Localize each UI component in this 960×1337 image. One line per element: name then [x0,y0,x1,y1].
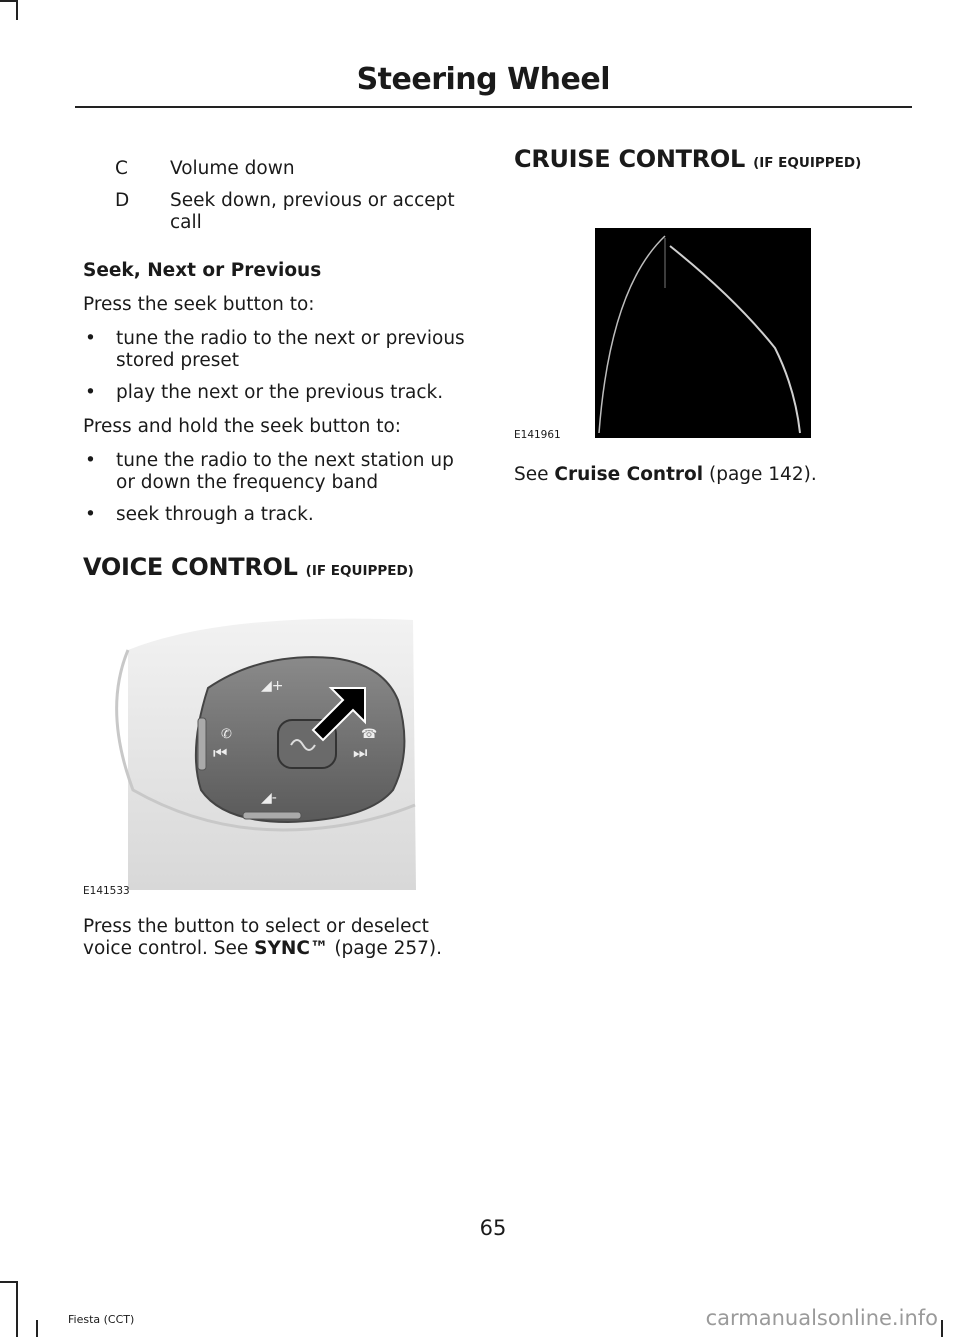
cruise-heading-main: CRUISE CONTROL [514,145,745,173]
svg-text:⏮: ⏮ [213,743,228,762]
list-item: • seek through a track. [83,504,478,526]
cruise-control-text [514,464,914,486]
crop-mark [941,1320,943,1337]
figure-code: E141961 [514,429,561,441]
cruise-control-illustration [595,228,811,438]
voice-text-before: Press the button to select or deselect voice control. See [83,916,429,959]
svg-text:⏭: ⏭ [353,743,368,762]
sync-link[interactable]: SYNC™ [254,938,329,959]
left-column [83,152,478,972]
header-rule [75,106,912,108]
svg-text:◢+: ◢+ [261,678,284,694]
legend-key: D [115,190,130,211]
seek-press-intro: Press the seek button to: [83,294,315,315]
legend-list [83,158,478,234]
list-item: • play the next or the previous track. [83,382,478,404]
seek-heading: Seek, Next or Previous [83,260,322,281]
figure-code: E141533 [83,885,130,897]
cruise-control-image [595,228,811,438]
cruise-control-heading [514,145,914,174]
seek-hold-intro: Press and hold the seek button to: [83,416,402,437]
page-number: 65 [479,1216,507,1240]
crop-mark [16,0,18,20]
crop-mark [36,1320,38,1337]
seek-press-list [83,328,478,404]
cruise-text-after: (page 142). [708,464,817,485]
voice-heading-small: (IF EQUIPPED) [305,563,414,579]
crop-mark [0,0,16,2]
legend-text: Seek down, previous or accept call [170,190,455,233]
seek-hold-list [83,450,478,526]
voice-control-heading [83,553,478,582]
crop-mark [0,1281,18,1283]
list-item: • tune the radio to the next or previous stored preset [83,328,478,372]
legend-key: C [115,158,128,179]
voice-control-text [83,916,478,960]
steering-wheel-switch-illustration [83,590,478,902]
legend-text: Volume down [170,158,295,179]
cruise-control-figure [514,188,914,446]
model-label: Fiesta (CCT) [68,1313,135,1326]
cruise-control-link[interactable]: Cruise Control [554,464,704,485]
page-title: Steering Wheel [356,62,610,97]
svg-text:✆: ✆ [221,727,232,742]
watermark: carmanualsonline.info [705,1306,938,1330]
voice-heading-main: VOICE CONTROL [83,553,298,581]
crop-mark [16,1281,18,1337]
list-item: • tune the radio to the next station up or down the frequency band [83,450,478,494]
svg-text:☎: ☎ [361,727,378,742]
cruise-heading-small: (IF EQUIPPED) [753,155,862,171]
right-column [514,145,914,498]
cruise-text-before: See [514,464,549,485]
svg-text:◢-: ◢- [261,790,277,806]
voice-text-after: (page 257). [334,938,443,959]
voice-control-figure [83,590,478,902]
